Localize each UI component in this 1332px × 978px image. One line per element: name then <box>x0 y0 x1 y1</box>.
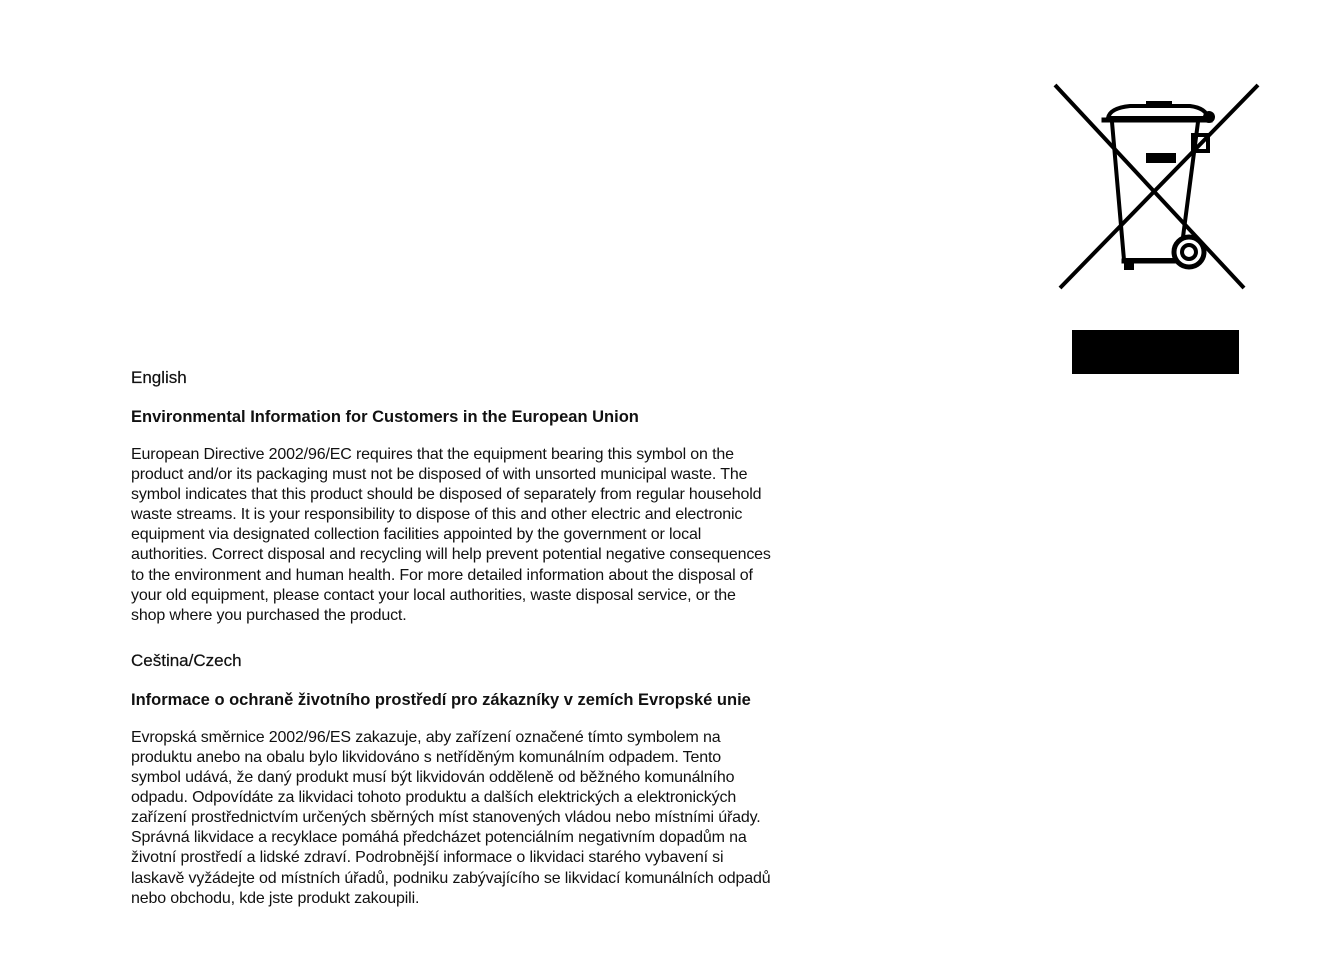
section-body: Evropská směrnice 2002/96/ES zakazuje, aby zařízení označené tímto symbolem na produktu anebo na obalu bylo likvidováno s netříděným komunálním odpadem. Tento symbol udává, že daný produkt musí být likvidován odděleně od běžného komunálního odpadu. Odpovídáte za likvidaci tohoto produktu a dalších elektrických a elektronických zařízení prostřednictvím určených sběrných míst stanovených vládou nebo místními úřady. Správná likvidace a recyklace pomáhá předcházet potenciálním negativním dopadům na životní prostředí a lidské zdraví. Podrobnější informace o likvidaci starého vybavení si laskavě vyžádejte od místních úřadů, podniku zabývajícího se likvidací komunálních odpadů nebo obchodu, kde jste produkt zakoupili. <box>131 728 771 907</box>
document-body <box>131 367 771 933</box>
language-heading: English <box>131 368 187 387</box>
crossed-out-wheelie-bin-icon <box>1050 80 1264 294</box>
section-title: Informace o ochraně životního prostředí pro zákazníky v zemích Evropské unie <box>131 690 751 709</box>
language-heading: Ceština/Czech <box>131 650 242 670</box>
section-body: European Directive 2002/96/EC requires that the equipment bearing this symbol on the product and/or its packaging must not be disposed of with unsorted municipal waste. The symbol indicates that this product should be disposed of separately from regular household waste streams. It is your responsibility to dispose of this and other electric and electronic equipment via designated collection facilities appointed by the government or local authorities. Correct disposal and recycling will help prevent potential negative consequences to the environment and human health. For more detailed information about the disposal of your old equipment, please contact your local authorities, waste disposal service, or the shop where you purchased the product. <box>131 446 771 624</box>
section-czech <box>131 650 771 909</box>
redaction-bar <box>1072 330 1239 374</box>
section-english <box>131 367 771 626</box>
section-title: Environmental Information for Customers in the European Union <box>131 408 639 426</box>
